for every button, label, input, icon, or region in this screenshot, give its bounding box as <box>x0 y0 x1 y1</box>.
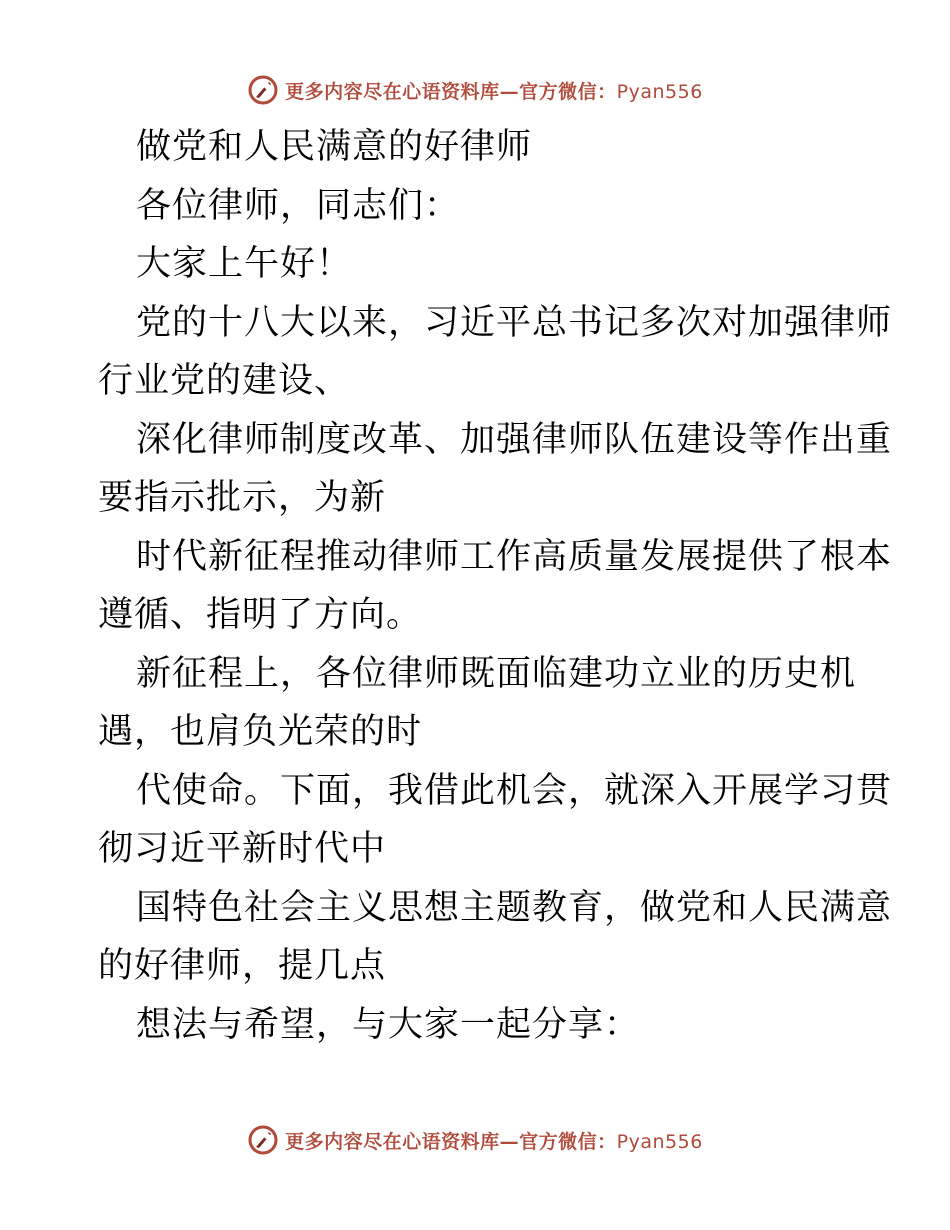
text-line: 的好律师，提几点 <box>98 946 387 986</box>
watermark-text <box>285 77 703 104</box>
watermark-wechat-id: Pyan556 <box>616 1130 703 1153</box>
text-line: 各位律师，同志们： <box>136 185 461 226</box>
text-line: 要指示批示，为新 <box>98 478 387 518</box>
document-title: 做党和人民满意的好律师 <box>136 127 533 167</box>
document-body <box>98 118 893 1054</box>
text-line: 国特色社会主义思想主题教育，做党和人民满意 <box>136 887 893 928</box>
text-line: 时代新征程推动律师工作高质量发展提供了根本 <box>136 536 893 577</box>
text-line: 新征程上，各位律师既面临建功立业的历史机 <box>136 653 857 694</box>
watermark-text-cn: 更多内容尽在心语资料库—官方微信： <box>285 1130 617 1153</box>
footer-watermark <box>0 1122 950 1158</box>
text-line: 党的十八大以来，习近平总书记多次对加强律师 <box>136 302 893 343</box>
text-line: 代使命。下面，我借此机会，就深入开展学习贯 <box>136 770 893 811</box>
watermark-wechat-id: Pyan556 <box>616 80 703 103</box>
watermark-text <box>285 1127 703 1154</box>
quill-circle-logo-icon <box>247 1124 279 1156</box>
text-line: 遇，也肩负光荣的时 <box>98 712 423 752</box>
text-line: 彻习近平新时代中 <box>98 829 387 869</box>
text-line: 想法与希望，与大家一起分享： <box>136 1004 641 1045</box>
text-line: 遵循、指明了方向。 <box>98 595 423 635</box>
header-watermark <box>0 72 950 108</box>
text-line: 行业党的建设、 <box>98 361 351 401</box>
text-line: 大家上午好！ <box>136 244 353 284</box>
text-line: 深化律师制度改革、加强律师队伍建设等作出重 <box>136 419 893 460</box>
watermark-text-cn: 更多内容尽在心语资料库—官方微信： <box>285 80 617 103</box>
quill-circle-logo-icon <box>247 74 279 106</box>
